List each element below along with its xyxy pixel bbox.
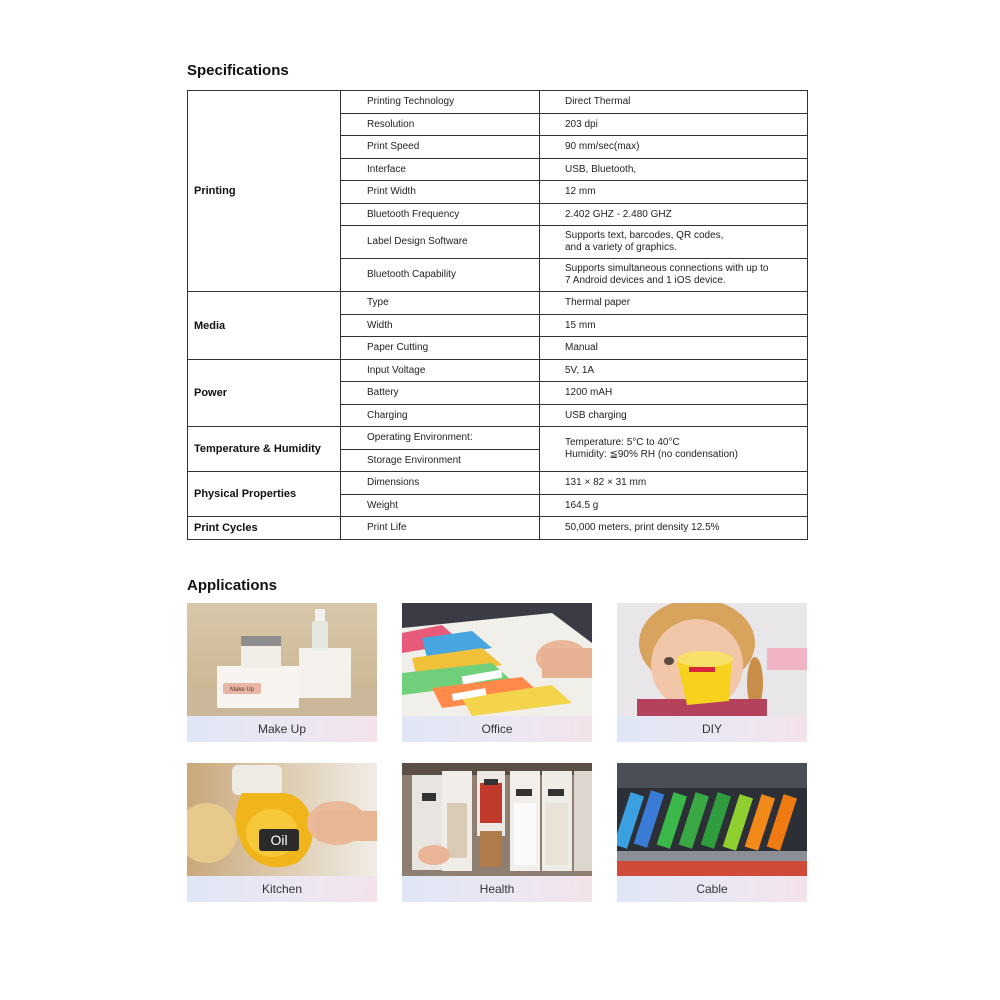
spec-value: USB charging — [540, 405, 808, 427]
application-label: Health — [402, 876, 592, 902]
spec-item: Battery — [341, 382, 540, 405]
make-up-photo — [187, 603, 377, 716]
spec-item: Print Life — [341, 517, 540, 540]
spec-value-line: Temperature: 5°C to 40°C — [565, 437, 680, 448]
spec-value: 203 dpi — [540, 114, 808, 136]
spec-value — [540, 427, 808, 472]
specifications-heading: Specifications — [187, 62, 289, 79]
applications-heading: Applications — [187, 577, 278, 594]
spec-value: Direct Thermal — [540, 91, 808, 114]
spec-value: 12 mm — [540, 181, 808, 204]
spec-value: Thermal paper — [540, 292, 808, 315]
office-photo — [402, 603, 592, 716]
category-temperature-humidity: Temperature & Humidity — [188, 427, 341, 472]
spec-item: Dimensions — [341, 472, 540, 495]
application-label: DIY — [617, 716, 807, 742]
table-row — [188, 472, 808, 495]
application-label: Make Up — [187, 716, 377, 742]
application-tile-office — [402, 603, 592, 742]
spec-item: Charging — [341, 405, 540, 427]
spec-item: Print Speed — [341, 136, 540, 159]
table-row — [188, 91, 808, 114]
category-power: Power — [188, 360, 341, 427]
spec-value: 15 mm — [540, 315, 808, 337]
spec-value-line: Supports simultaneous connections with up to — [565, 263, 769, 274]
spec-value — [540, 226, 808, 259]
make-up-label-tag: Make Up — [229, 687, 255, 693]
spec-value: 164.5 g — [540, 495, 808, 517]
spec-value: Manual — [540, 337, 808, 360]
application-tile-diy — [617, 603, 807, 742]
application-label: Office — [402, 716, 592, 742]
spec-item: Paper Cutting — [341, 337, 540, 360]
spec-value-line: and a variety of graphics. — [565, 242, 677, 253]
application-tile-make-up — [187, 603, 377, 742]
spec-item: Weight — [341, 495, 540, 517]
kitchen-label-tag: Oil — [270, 832, 288, 848]
spec-item: Width — [341, 315, 540, 337]
spec-item: Bluetooth Frequency — [341, 204, 540, 226]
health-photo — [402, 763, 592, 876]
spec-item: Operating Environment: — [341, 427, 540, 450]
application-label: Cable — [617, 876, 807, 902]
spec-item: Storage Environment — [341, 450, 540, 472]
diy-photo — [617, 603, 807, 716]
spec-value: 131 × 82 × 31 mm — [540, 472, 808, 495]
category-print-cycles: Print Cycles — [188, 517, 341, 540]
table-row — [188, 517, 808, 540]
spec-item: Print Width — [341, 181, 540, 204]
category-physical-properties: Physical Properties — [188, 472, 341, 517]
application-tile-kitchen — [187, 763, 377, 902]
spec-item: Printing Technology — [341, 91, 540, 114]
spec-value: 50,000 meters, print density 12.5% — [540, 517, 808, 540]
spec-item: Resolution — [341, 114, 540, 136]
table-row — [188, 427, 808, 450]
application-tile-cable — [617, 763, 807, 902]
category-media: Media — [188, 292, 341, 360]
spec-value-line: 7 Android devices and 1 iOS device. — [565, 275, 726, 286]
kitchen-photo — [187, 763, 377, 876]
spec-value: 1200 mAH — [540, 382, 808, 405]
spec-item: Interface — [341, 159, 540, 181]
spec-item: Input Voltage — [341, 360, 540, 382]
spec-value-line: Supports text, barcodes, QR codes, — [565, 230, 724, 241]
category-printing: Printing — [188, 91, 341, 292]
application-label: Kitchen — [187, 876, 377, 902]
spec-item: Bluetooth Capability — [341, 259, 540, 292]
specifications-table — [187, 90, 808, 540]
spec-item: Type — [341, 292, 540, 315]
spec-value-line: Humidity: ≦90% RH (no condensation) — [565, 449, 738, 460]
table-row — [188, 292, 808, 315]
table-row — [188, 360, 808, 382]
spec-value — [540, 259, 808, 292]
cable-photo — [617, 763, 807, 876]
application-tile-health — [402, 763, 592, 902]
spec-value: 5V, 1A — [540, 360, 808, 382]
spec-value: USB, Bluetooth, — [540, 159, 808, 181]
spec-value: 90 mm/sec(max) — [540, 136, 808, 159]
spec-item: Label Design Software — [341, 226, 540, 259]
spec-value: 2.402 GHZ - 2.480 GHZ — [540, 204, 808, 226]
